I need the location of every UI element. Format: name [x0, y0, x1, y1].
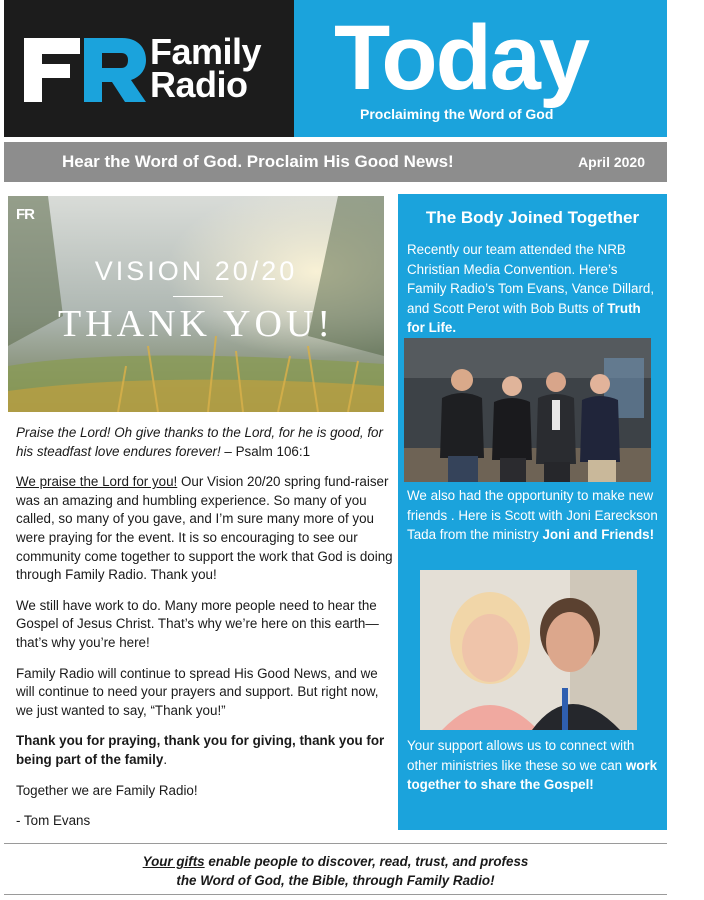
- joni-photo: [420, 570, 637, 730]
- sidebar-text-1-bold: Truth for Life.: [407, 300, 641, 336]
- article-paragraph-3: Family Radio will continue to spread His Good News, and we will continue to need your prayers and support. But right now, we just wanted to say, “Thank you!”: [16, 665, 379, 718]
- sidebar-text-2-bold: Joni and Friends!: [542, 527, 655, 543]
- portrait-photo-icon: [420, 570, 637, 730]
- convention-group-photo: [404, 338, 651, 482]
- scripture-reference: – Psalm 106:1: [220, 443, 311, 459]
- brand-name-line2: Radio: [150, 64, 248, 105]
- hero-headline: VISION 20/20: [94, 256, 298, 286]
- sidebar-text-3-bold: work together to share the Gospel!: [407, 757, 658, 793]
- issue-date: April 2020: [578, 154, 645, 170]
- sidebar-text-1: [407, 240, 659, 338]
- sidebar-text-3-body: Your support allows us to connect with other ministries like these so we can: [407, 738, 635, 773]
- hero-logo: FR: [16, 206, 34, 223]
- brand-name-line1: Family: [150, 31, 262, 72]
- sidebar-text-2: [407, 486, 659, 545]
- footer-line-1-text: enable people to discover, read, trust, and profess: [204, 854, 529, 869]
- article-signature: - Tom Evans: [16, 813, 91, 829]
- brand-name: [150, 31, 262, 105]
- group-photo-icon: [404, 338, 651, 482]
- subheader-bar: [4, 142, 667, 182]
- scripture-text: Praise the Lord! Oh give thanks to the Lord, for he is good, for his steadfast love endures forever!: [16, 425, 383, 459]
- article-paragraph-5: Together we are Family Radio!: [16, 782, 198, 798]
- footer-line-2: the Word of God, the Bible, through Family Radio!: [176, 873, 495, 888]
- footer-message: [4, 852, 667, 890]
- sidebar-title: The Body Joined Together: [425, 208, 640, 227]
- article-paragraph-1: [16, 473, 394, 585]
- footer-lead: Your gifts: [142, 854, 205, 869]
- sidebar-text-1-body: Recently our team attended the NRB Christian Media Convention. Here’s Family Radio’s Tom Evans, Vance Dillard, and Scott Perot with Bob Butts of: [407, 242, 655, 316]
- masthead-title-block: [294, 0, 667, 137]
- sidebar-panel: [398, 194, 667, 830]
- scripture-quote: [16, 424, 394, 461]
- hero-image: [8, 196, 384, 412]
- hero-divider: [173, 296, 223, 297]
- article-paragraph-2: We still have work to do. Many more people need to hear the Gospel of Jesus Christ. That’s why we’re here on this earth—that’s why you’re here!: [16, 597, 379, 650]
- article-paragraph-4: [16, 732, 394, 769]
- footer-line-1: [4, 852, 667, 871]
- article-lead: We praise the Lord for you!: [16, 474, 178, 490]
- masthead-tagline: Proclaiming the Word of God: [360, 106, 554, 122]
- sidebar-text-2-body: We also had the opportunity to make new friends . Here is Scott with Joni Eareckson Tada from the ministry: [407, 488, 658, 543]
- masthead-brand: [4, 0, 294, 137]
- footer-bottom-rule: [4, 894, 667, 895]
- article-paragraph-1-text: Our Vision 20/20 spring fund-raiser was an amazing and humbling experience. So many of you called, so many of you gave, and I’m sure many more of you were praying for the event. It is so encouraging to see our community come together to support the work that God is doing through Family Radio. Thank you!: [16, 474, 393, 583]
- masthead-title: Today: [334, 7, 589, 109]
- subheader-text: Hear the Word of God. Proclaim His Good News!: [62, 152, 454, 171]
- hero-thank-you: THANK YOU!: [57, 303, 335, 345]
- footer-top-rule: [4, 843, 667, 844]
- sidebar-text-3: [407, 736, 659, 795]
- article-thanks-bold: Thank you for praying, thank you for giving, thank you for being part of the family: [16, 733, 385, 767]
- family-radio-logo-icon: [24, 38, 146, 102]
- article-body: [16, 424, 394, 843]
- article-thanks-period: .: [163, 751, 168, 767]
